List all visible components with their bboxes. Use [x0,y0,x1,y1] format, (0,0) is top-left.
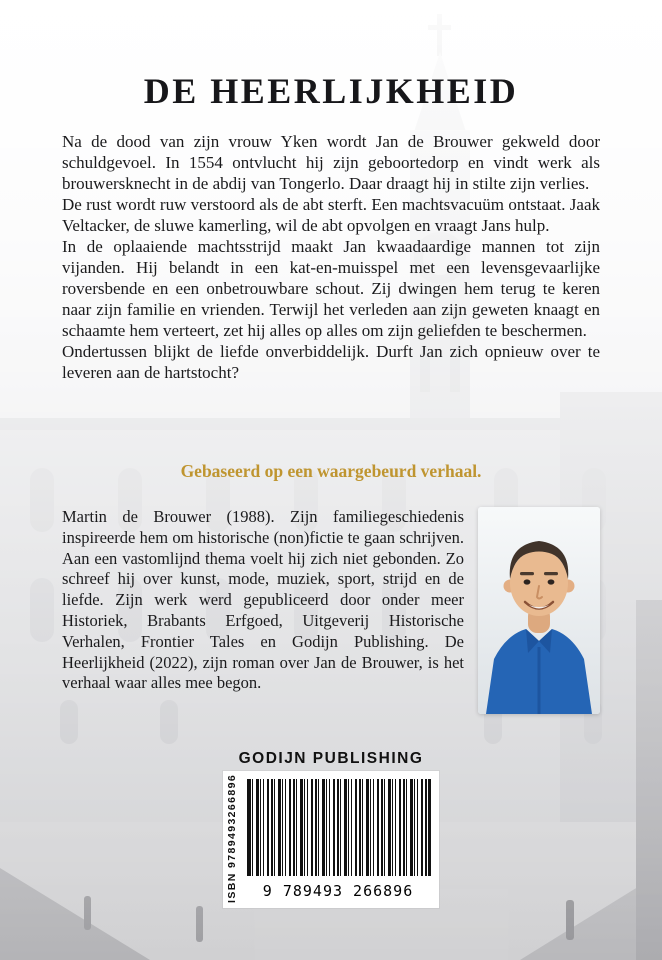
synopsis-paragraph: De rust wordt ruw verstoord als de abt sterft. Een machtsvacuüm ontstaat. Jaak Veltacker, de sluwe kamerling, wil de abt opvolgen en vraagt Jans hulp. [62,195,600,235]
synopsis-paragraph: Na de dood van zijn vrouw Yken wordt Jan de Brouwer gekweld door schuldgevoel. In 1554 ontvlucht hij zijn geboortedorp en vindt werk als brouwersknecht in de abdij van Tongerlo. Daar draagt hij in stilte zijn verlies. [62,132,600,193]
isbn-barcode [223,771,439,908]
synopsis [62,131,600,383]
isbn-vertical-label: ISBN 9789493266896 [226,773,238,903]
author-portrait-illustration [478,507,600,714]
barcode-digits: 9 789493 266896 [245,879,431,903]
book-title: DE HEERLIJKHEID [143,71,519,112]
tagline: Gebaseerd op een waargebeurd verhaal. [180,461,482,481]
publisher-name: GODIJN PUBLISHING [238,750,424,767]
synopsis-paragraph: Ondertussen blijkt de liefde onverbiddelijk. Durft Jan zich opnieuw over te leveren aan de hartstocht? [62,342,600,382]
author-photo [478,507,600,714]
author-bio-section [62,507,600,714]
barcode-bars [247,779,431,876]
synopsis-paragraph: In de oplaaiende machtsstrijd maakt Jan kwaadaardige mannen tot zijn vijanden. Hij belandt in een kat-en-muisspel met een levensgevaarlijke roversbende en een onbetrouwbare schout. Zij dwingen hem terug te keren naar zijn familie en vrienden. Terwijl het verleden aan zijn geweten knaagt en schaamte hem verteert, zet hij alles op alles om zijn geliefden te beschermen. [62,237,600,340]
author-bio-text: Martin de Brouwer (1988). Zijn familiegeschiedenis inspireerde hem om historische (non)fictie te gaan schrijven. Aan een vastomlijnd thema voelt hij zich niet gebonden. Zo schreef hij over kunst, mode, muziek, sport, strijd en de liefde. Zijn werk werd gepubliceerd door onder meer Historiek, Brabants Erfgoed, Uitgeverij Historische Verhalen, Frontier Tales en Godijn Publishing. De Heerlijkheid (2022), zijn roman over Jan de Brouwer, is het verhaal waar alles mee begon. [62,507,464,693]
